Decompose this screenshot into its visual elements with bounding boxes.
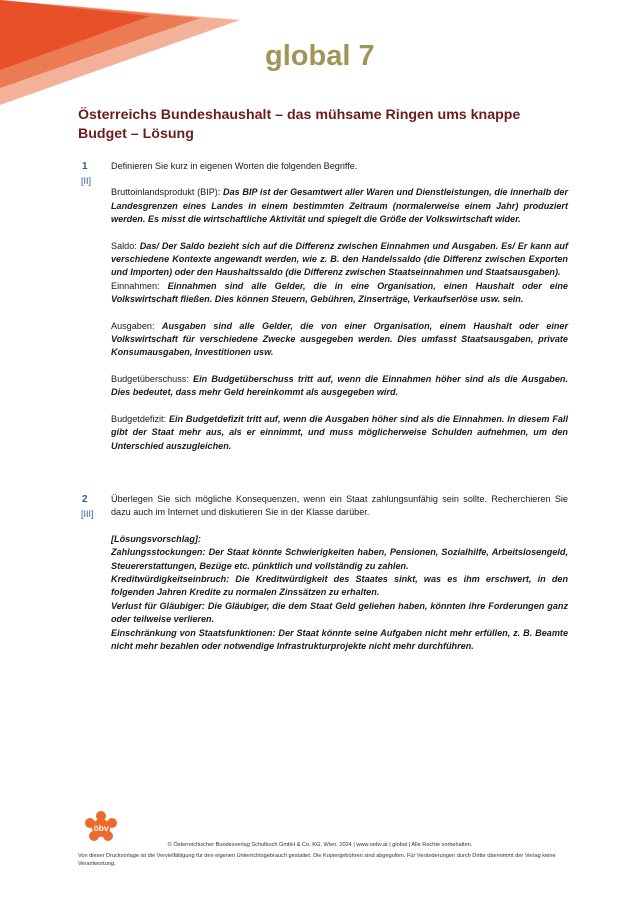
- task-instruction: Definieren Sie kurz in eigenen Worten die folgenden Begriffe.: [111, 161, 358, 171]
- consequence-item: Verlust für Gläubiger: Die Gläubiger, die dem Staat Geld geliehen haben, könnten ihre Forderungen ganz oder teilweise verlieren.: [111, 600, 568, 625]
- corner-decoration: [0, 0, 260, 120]
- logo-text: öbv: [93, 823, 109, 833]
- term-answer: Ausgaben sind alle Gelder, die von einer Organisation, einem Haushalt oder einer Volkswirtschaft für verschiedene Zwecke ausgegeben werden. Dies umfasst Staatsausgaben, private Konsumausgaben, Investitionen usw.: [111, 320, 569, 358]
- term-label: Ausgaben:: [111, 320, 162, 331]
- oebv-logo: [84, 810, 118, 844]
- page-title: Österreichs Bundeshaushalt – das mühsame Ringen ums knappe Budget – Lösung: [78, 107, 521, 142]
- consequence-item: Zahlungsstockungen: Der Staat könnte Schwierigkeiten haben, Pensionen, Sozialhilfe, Arbeitslosengeld, Steuererstattungen, Bezüge etc. pünktlich und vollständig zu zahlen.: [111, 547, 568, 571]
- task-1: [78, 160, 568, 453]
- consequence-item: Kreditwürdigkeitseinbruch: Die Kreditwürdigkeit des Staates sinkt, was es ihm erschwert, in den folgenden Jahren Kredite zu normalen Zinssätzen zu erhalten.: [111, 574, 568, 598]
- term-budgetdefizit: [111, 413, 568, 453]
- term-label: Saldo:: [111, 240, 140, 251]
- term-answer: Ein Budgetüberschuss tritt auf, wenn die Einnahmen höher sind als die Ausgaben. Dies bedeutet, dass mehr Geld hereinkommt als ausgegeben wird.: [111, 373, 568, 398]
- term-einnahmen: [111, 280, 568, 307]
- term-answer: Das BIP ist der Gesamtwert aller Waren und Dienstleistungen, die innerhalb der Landesgrenzen eines Landes in einem bestimmten Zeitraum (normalerweise einem Jahr) produziert werden. Es misst die wirtschaftliche Aktivität und spiegelt die Größe der Volkswirtschaft wider.: [111, 187, 568, 225]
- task-number: 1: [82, 161, 88, 172]
- copyright-line: © Österreichischer Bundesverlag Schulbuch GmbH & Co. KG, Wien, 2024 | www.oebv.at | global | Alle Rechte vorbehalten.: [167, 842, 473, 848]
- suggestion-label: [Lösungsvorschlag]:: [111, 533, 201, 544]
- disclaimer-text: Von dieser Druckvorlage ist die Vervielfältigung für den eigenen Unterrichtsgebrauch gestattet. Die Kopiergebühren sind abgegolten. Für Veränderungen durch Dritte übernimmt der Verlag keine Verantwortung.: [78, 853, 556, 867]
- brand-title: global 7: [265, 40, 375, 72]
- term-answer: Einnahmen sind alle Gelder, die in eine Organisation, einen Haushalt oder eine Volkswirtschaft fließen. Dies können Steuern, Gebühren, Zinserträge, Verkaufserlöse usw. sein.: [111, 280, 568, 305]
- task-body: [111, 493, 568, 653]
- term-answer: Das/ Der Saldo bezieht sich auf die Differenz zwischen Einnahmen und Ausgaben. Es/ Er kann auf verschiedene Kontexte angewandt werden, wie z. B. den Handelssaldo (die Differenz zwischen Exporten und Importen) oder den Haushaltssaldo (die Differenz zwischen Staatseinnahmen und Staatsausgaben).: [111, 240, 568, 278]
- term-label: Bruttoinlandsprodukt (BIP):: [111, 187, 224, 198]
- task-level: [II]: [81, 176, 92, 186]
- term-label: Einnahmen:: [111, 280, 168, 291]
- task-number: 2: [82, 494, 88, 505]
- task-body: [111, 160, 568, 453]
- term-label: Budgetdefizit:: [111, 413, 169, 424]
- task-2: [78, 493, 568, 653]
- term-label: Budgetüberschuss:: [111, 373, 194, 384]
- task-level: [III]: [81, 509, 94, 519]
- term-saldo: [111, 240, 568, 280]
- term-budgetueberschuss: [111, 373, 568, 400]
- term-bip: [111, 186, 568, 226]
- term-answer: Ein Budgetdefizit tritt auf, wenn die Ausgaben höher sind als die Einnahmen. In diesem Fall gibt der Staat mehr aus, als er einnimmt, und muss möglicherweise Schulden aufnehmen, um den Unterschied auszugleichen.: [111, 413, 568, 451]
- consequence-item: Einschränkung von Staatsfunktionen: Der Staat könnte seine Aufgaben nicht mehr erfüllen, z. B. Beamte nicht mehr bezahlen oder notwendige Infrastrukturprojekte nicht mehr durchführen.: [111, 627, 568, 652]
- term-ausgaben: [111, 320, 568, 360]
- task-instruction: Überlegen Sie sich mögliche Konsequenzen, wenn ein Staat zahlungsunfähig sein sollte. Recherchieren Sie dazu auch im Internet und diskutieren Sie in der Klasse darüber.: [111, 494, 568, 518]
